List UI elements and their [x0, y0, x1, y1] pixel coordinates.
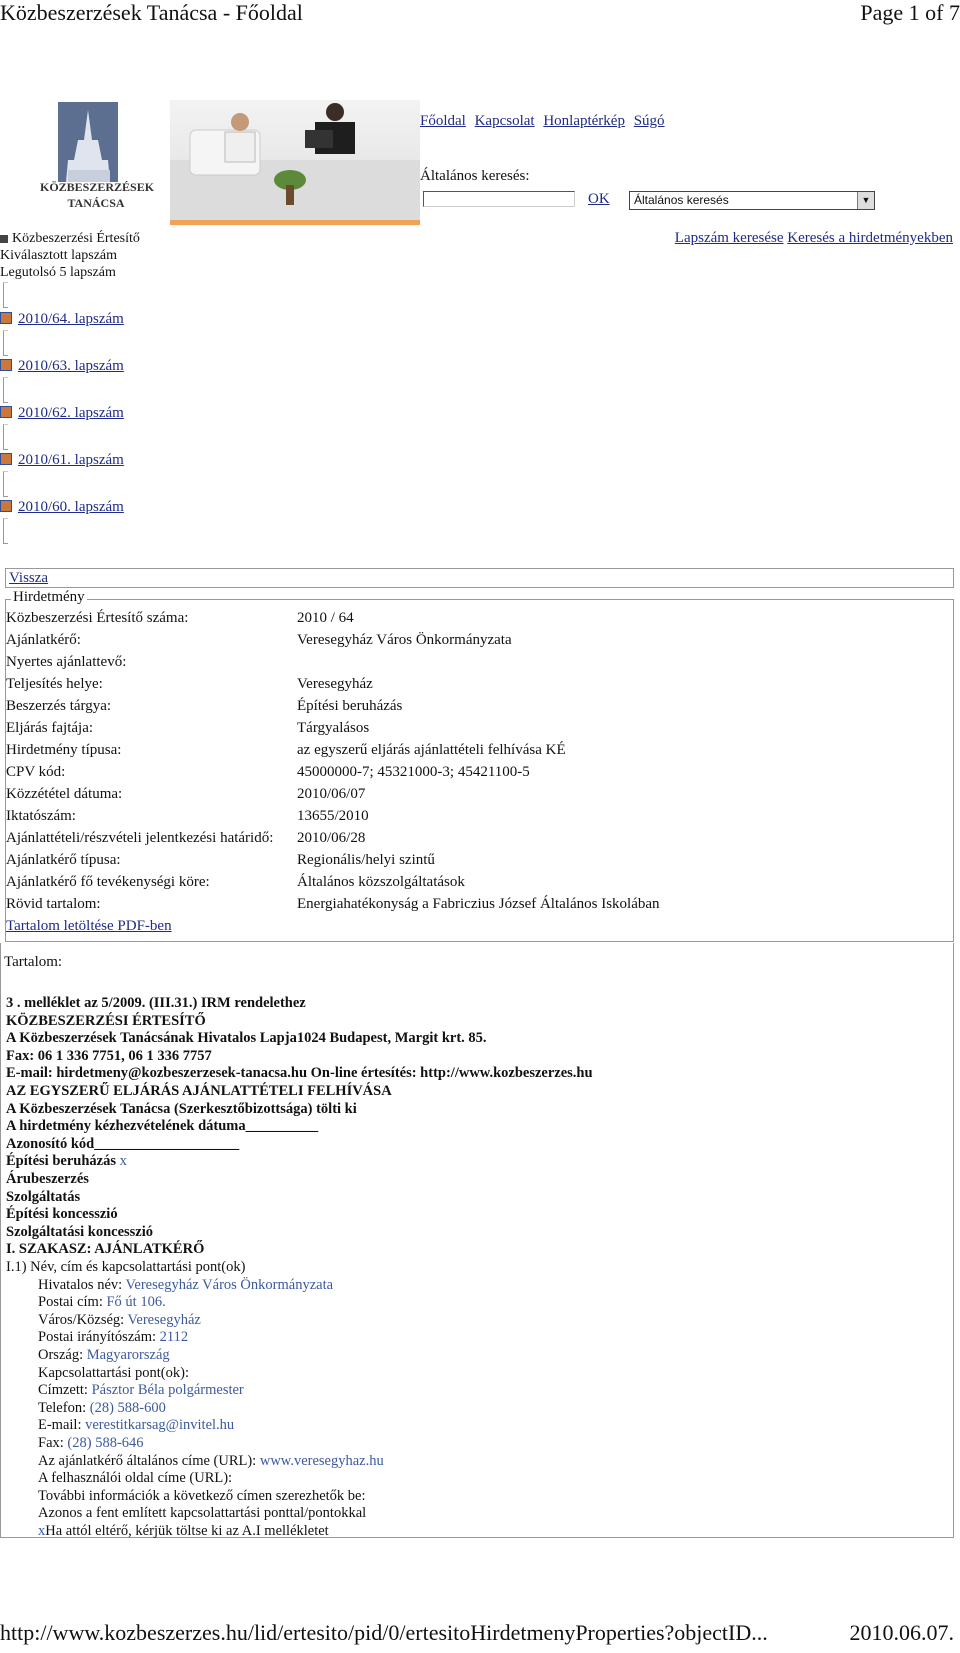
page-number: Page 1 of 7 [860, 0, 960, 25]
field-value: 2010/06/07 [297, 786, 366, 802]
footer-date: 2010.06.07. [849, 1620, 954, 1645]
left-navigation [0, 230, 140, 281]
issue-item[interactable] [0, 358, 124, 375]
top-navigation [420, 113, 670, 130]
contact-field [38, 1312, 201, 1329]
content-line: Fax: 06 1 336 7751, 06 1 336 7757 [6, 1047, 212, 1064]
nav-ertesito[interactable] [0, 230, 140, 247]
issue-link[interactable]: 2010/62. lapszám [18, 405, 124, 421]
document-title: Közbeszerzések Tanácsa - Főoldal [0, 0, 303, 25]
contact-field [38, 1453, 384, 1470]
field-label: CPV kód: [6, 764, 66, 780]
issue-item[interactable] [0, 405, 124, 422]
contact-field [38, 1365, 189, 1382]
pdf-download-link[interactable]: Tartalom letöltése PDF-ben [6, 918, 172, 934]
contact-field [38, 1470, 232, 1487]
contact-value: Pásztor Béla polgármester [91, 1382, 244, 1399]
notice-legend: Hirdetmény [13, 589, 85, 605]
issue-link[interactable]: 2010/61. lapszám [18, 452, 124, 468]
logo-text-line1: KÖZBESZERZÉSEK [40, 180, 155, 194]
contact-value: Veresegyház [127, 1311, 201, 1328]
contact-label: Hivatalos név: [38, 1276, 123, 1293]
tree-bracket [3, 282, 8, 308]
tree-bracket [3, 518, 8, 544]
issue-item[interactable] [0, 452, 124, 469]
field-value: Regionális/helyi szintű [297, 852, 435, 868]
issue-icon [0, 453, 12, 465]
annex-text: Ha attól eltérő, kérjük töltse ki az A.I mellékletet [45, 1523, 329, 1539]
content-line: A Közbeszerzések Tanácsának Hivatalos Lapja1024 Budapest, Margit krt. 85. [6, 1030, 487, 1047]
issue-item[interactable] [0, 499, 124, 516]
header-photo [170, 100, 420, 226]
type-label: Építési koncesszió [6, 1206, 118, 1223]
tree-bracket [3, 471, 8, 497]
issue-icon [0, 406, 12, 418]
issue-link[interactable]: 2010/64. lapszám [18, 311, 124, 327]
contact-field [38, 1347, 170, 1364]
logo-text-line2: TANÁCSA [67, 196, 125, 210]
issue-icon [0, 312, 12, 324]
lapszam-keresese-link[interactable]: Lapszám keresése [674, 230, 784, 246]
field-value: Veresegyház Város Önkormányzata [297, 632, 512, 648]
content-line: A hirdetmény kézhezvételének dátuma__________ [6, 1118, 319, 1135]
contact-label: A felhasználói oldal címe (URL): [38, 1470, 233, 1487]
contact-value: (28) 588-646 [67, 1435, 144, 1451]
contact-label: Kapcsolattartási pont(ok): [38, 1364, 189, 1381]
field-label: Rövid tartalom: [6, 896, 101, 912]
contact-value: 2112 [159, 1329, 189, 1346]
issue-link[interactable]: 2010/63. lapszám [18, 358, 124, 374]
field-label: Iktatószám: [6, 808, 76, 824]
contact-value: verestitkarsag@invitel.hu [85, 1417, 235, 1434]
contact-value: www.veresegyhaz.hu [259, 1452, 384, 1469]
issue-link[interactable]: 2010/60. lapszám [18, 499, 124, 515]
field-value: az egyszerű eljárás ajánlattételi felhívása KÉ [297, 742, 566, 758]
contact-label: Telefon: [38, 1399, 87, 1416]
type-label: Építési beruházás [6, 1153, 116, 1170]
issue-icon [0, 500, 12, 512]
subsection-heading: I.1) Név, cím és kapcsolattartási pont(ok) [6, 1259, 246, 1275]
nav-sugo[interactable]: Súgó [633, 113, 665, 129]
field-label: Hirdetmény típusa: [6, 742, 122, 758]
section-heading: I. SZAKASZ: AJÁNLATKÉRŐ [6, 1241, 205, 1258]
type-row-epitesi [6, 1153, 127, 1171]
field-label: Eljárás fajtája: [6, 720, 94, 736]
field-label: Ajánlatkérő típusa: [6, 852, 121, 868]
content-line: A Közbeszerzések Tanácsa (Szerkesztőbizottsága) tölti ki [6, 1100, 357, 1117]
content-label: Tartalom: [4, 954, 63, 970]
field-label: Ajánlattételi/részvételi jelentkezési határidő: [6, 830, 274, 846]
issue-item[interactable] [0, 311, 124, 328]
type-label: Szolgáltatás [6, 1188, 81, 1205]
content-line: KÖZBESZERZÉSI ÉRTESÍTŐ [6, 1012, 206, 1029]
nav-honlapterkep[interactable]: Honlaptérkép [543, 113, 625, 129]
contact-field [38, 1505, 366, 1522]
field-label: Ajánlatkérő: [6, 632, 81, 648]
field-value: Veresegyház [297, 676, 373, 692]
nav-kivalasztott[interactable]: Kiválasztott lapszám [0, 248, 118, 263]
content-line: AZ EGYSZERŰ ELJÁRÁS AJÁNLATTÉTELI FELHÍVÁSA [6, 1083, 392, 1099]
contact-field [38, 1417, 234, 1434]
type-selected-mark: x [119, 1153, 127, 1170]
field-value: 2010 / 64 [297, 610, 354, 626]
field-value: 45000000-7; 45321000-3; 45421100-5 [297, 764, 530, 780]
office-scene-icon [170, 100, 420, 220]
contact-field [38, 1329, 188, 1346]
contact-label: Címzett: [38, 1382, 88, 1399]
chevron-down-icon[interactable]: ▼ [857, 192, 874, 209]
field-value: Általános közszolgáltatások [297, 874, 465, 890]
contact-field [38, 1294, 166, 1311]
search-type-select[interactable] [629, 191, 875, 210]
field-label: Közbeszerzési Értesítő száma: [6, 610, 189, 626]
contact-field [38, 1488, 366, 1505]
field-label: Közzététel dátuma: [6, 786, 123, 802]
contact-label: Fax: [38, 1435, 64, 1451]
field-label: Beszerzés tárgya: [6, 698, 112, 714]
contact-label: Ország: [38, 1347, 84, 1363]
nav-kapcsolat[interactable]: Kapcsolat [474, 113, 535, 129]
hirdetmeny-kereses-link[interactable]: Keresés a hirdetményekben [787, 230, 953, 246]
field-value: 2010/06/28 [297, 830, 366, 846]
contact-field [38, 1382, 244, 1399]
nav-ertesito-label: Közbeszerzési Értesítő [12, 231, 140, 246]
tree-bracket [3, 424, 8, 450]
contact-field [38, 1277, 333, 1294]
square-bullet-icon [0, 235, 8, 243]
content-line: E-mail: hirdetmeny@kozbeszerzesek-tanacsa.hu On-line értesítés: http://www.kozbeszerzes.hu [6, 1065, 593, 1082]
header-accent-bar [170, 220, 420, 225]
contact-label: Az ajánlatkérő általános címe (URL): [38, 1452, 257, 1469]
annex-mark: x [38, 1523, 46, 1539]
type-label: Árubeszerzés [6, 1171, 89, 1187]
search-links [675, 230, 953, 247]
field-value: Tárgyalásos [297, 720, 370, 736]
tree-bracket [3, 377, 8, 403]
field-label: Teljesítés helye: [6, 676, 103, 692]
search-ok-button[interactable]: OK [588, 191, 610, 207]
tree-bracket [3, 330, 8, 356]
contact-value: Veresegyház Város Önkormányzata [125, 1276, 334, 1293]
contact-label: Azonos a fent említett kapcsolattartási ponttal/pontokkal [38, 1505, 367, 1522]
back-bar [5, 568, 954, 588]
field-label: Nyertes ajánlattevő: [6, 654, 127, 670]
contact-value: (28) 588-600 [89, 1399, 166, 1416]
search-label: Általános keresés: [420, 168, 530, 184]
contact-label: További információk a következő címen szerezhetők be: [38, 1487, 366, 1504]
content-line: Azonosító kód____________________ [6, 1135, 240, 1152]
field-label: Ajánlatkérő fő tevékenységi köre: [6, 874, 210, 890]
search-type-value: Általános keresés [634, 193, 729, 207]
contact-label: E-mail: [38, 1417, 82, 1434]
kozbeszerzesek-logo[interactable] [40, 100, 155, 218]
nav-fooldal[interactable]: Főoldal [420, 113, 466, 129]
back-link[interactable]: Vissza [9, 570, 49, 586]
issue-icon [0, 359, 12, 371]
contact-label: Postai irányítószám: [38, 1329, 156, 1346]
footer-url: http://www.kozbeszerzes.hu/lid/ertesito/pid/0/ertesitoHirdetmenyProperties?objectID... [0, 1620, 768, 1645]
field-value: 13655/2010 [297, 808, 369, 824]
content-line: 3 . melléklet az 5/2009. (III.31.) IRM rendelethez [6, 995, 306, 1011]
field-value: Energiahatékonyság a Fabriczius József Általános Iskolában [297, 896, 660, 912]
contact-field [38, 1400, 166, 1417]
contact-value: Fő út 106. [106, 1294, 166, 1311]
search-input[interactable] [423, 191, 575, 207]
annex-row [38, 1523, 329, 1540]
field-value: Építési beruházás [297, 698, 403, 714]
contact-label: Postai cím: [38, 1294, 103, 1311]
contact-label: Város/Község: [38, 1311, 125, 1328]
type-label: Szolgáltatási koncesszió [6, 1223, 154, 1240]
nav-legutolso[interactable]: Legutolsó 5 lapszám [0, 265, 116, 280]
contact-field [38, 1435, 144, 1452]
contact-value: Magyarország [86, 1347, 170, 1363]
